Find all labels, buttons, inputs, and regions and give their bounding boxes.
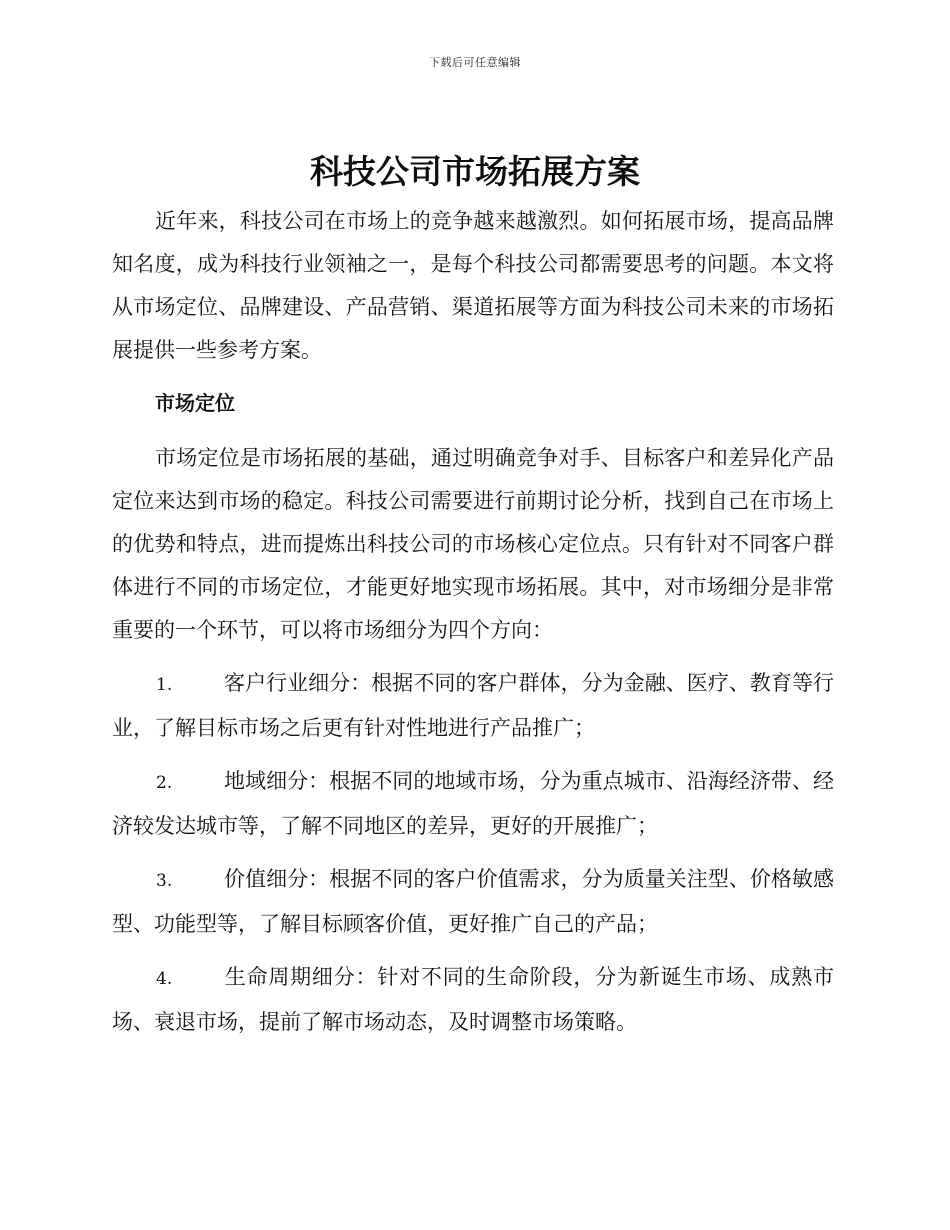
section-heading: 市场定位	[155, 391, 235, 415]
list-item-text: 地域细分：根据不同的地域市场，分为重点城市、沿海经济带、经济较发达城市等，了解不同地区的差异，更好的开展推广；	[112, 769, 834, 838]
list-item-text: 客户行业细分：根据不同的客户群体，分为金融、医疗、教育等行业，了解目标市场之后更有针对性地进行产品推广；	[112, 671, 834, 740]
list-item-number: 1.	[156, 675, 173, 695]
section-paragraph: 市场定位是市场拓展的基础，通过明确竞争对手、目标客户和差异化产品定位来达到市场的稳定。科技公司需要进行前期讨论分析，找到自己在市场上的优势和特点，进而提炼出科技公司的市场核心定位点。只有针对不同客户群体进行不同的市场定位，才能更好地实现市场拓展。其中，对市场细分是非常重要的一个环节，可以将市场细分为四个方向：	[112, 446, 834, 642]
intro-paragraph: 近年来，科技公司在市场上的竞争越来越激烈。如何拓展市场，提高品牌知名度，成为科技行业领袖之一，是每个科技公司都需要思考的问题。本文将从市场定位、品牌建设、产品营销、渠道拓展等方面为科技公司未来的市场拓展提供一些参考方案。	[112, 209, 834, 362]
list-item	[112, 858, 834, 946]
list-item-text: 价值细分：根据不同的客户价值需求，分为质量关注型、价格敏感型、功能型等，了解目标顾客价值，更好推广自己的产品；	[112, 867, 834, 936]
list-item	[112, 662, 834, 750]
list-item-number: 3.	[156, 871, 173, 891]
list-item	[112, 956, 834, 1044]
list-item-number: 2.	[156, 773, 173, 793]
list-item-text: 生命周期细分：针对不同的生命阶段，分为新诞生市场、成熟市场、衰退市场，提前了解市场动态，及时调整市场策略。	[112, 965, 834, 1034]
list-item-number: 4.	[156, 969, 173, 989]
document-body	[112, 200, 834, 1054]
page-title: 科技公司市场拓展方案	[310, 152, 640, 191]
list-item	[112, 760, 834, 848]
header-note: 下载后可任意编辑	[429, 56, 521, 69]
